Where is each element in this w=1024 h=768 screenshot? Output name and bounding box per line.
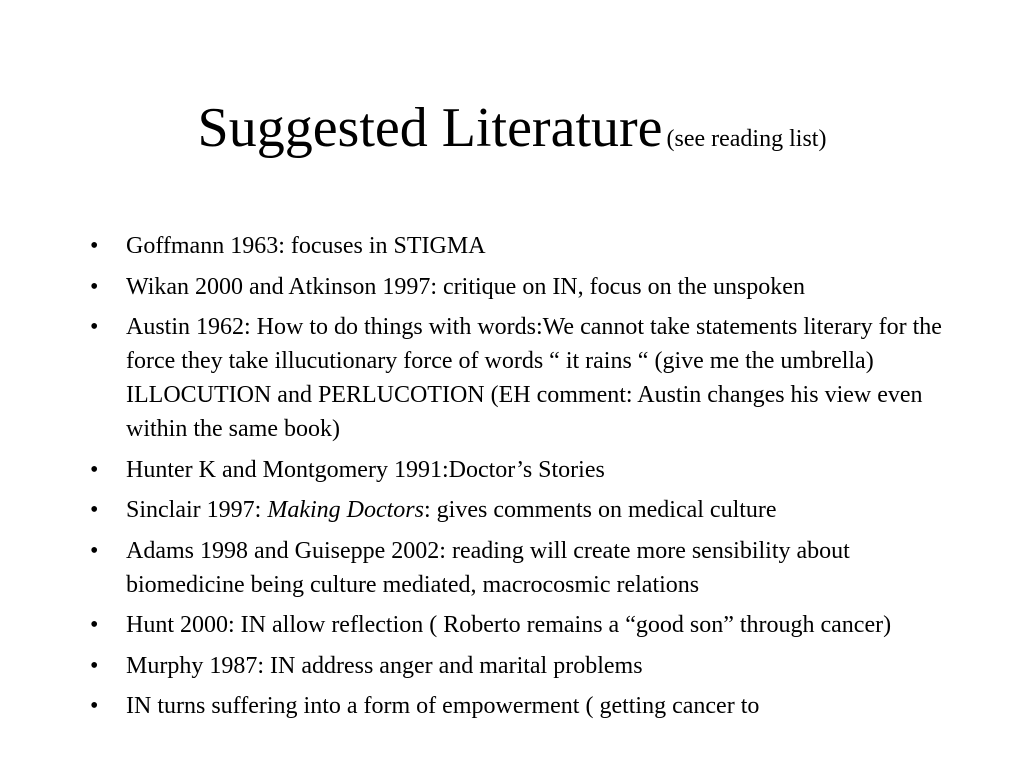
bullet-dot-icon: •: [90, 693, 99, 719]
citation-text: Sinclair 1997:: [126, 497, 268, 523]
bullet-item: [90, 493, 950, 527]
bullet-item: [90, 534, 950, 602]
bullet-text: Goffmann 1963: focuses in STIGMA: [126, 233, 486, 259]
bullet-item: [90, 649, 950, 683]
bullet-dot-icon: •: [90, 233, 99, 259]
bullet-dot-icon: •: [90, 497, 99, 523]
book-title: Making Doctors: [267, 497, 424, 523]
title-note: (see reading list): [666, 126, 827, 152]
bullet-dot-icon: •: [90, 652, 99, 679]
bullet-text: Wikan 2000 and Atkinson 1997: critique on IN, focus on the unspoken: [126, 273, 805, 300]
bullet-dot-icon: •: [90, 612, 99, 638]
citation-comment: : gives comments on medical culture: [423, 497, 777, 523]
bullet-text: Austin 1962: How to do things with words:We cannot take statements literary for the force they take illucutionary force of words “ it rains “ (give me the umbrella) ILLOCUTION and PERLUCOTION (EH comment: Austin changes his view even within the same book): [126, 314, 942, 442]
bullet-dot-icon: •: [90, 537, 99, 564]
bullet-item: [90, 310, 950, 446]
bullet-item: [90, 608, 950, 642]
bullet-text: Hunt 2000: IN allow reflection ( Roberto remains a “good son” through cancer): [126, 612, 892, 638]
bullet-dot-icon: •: [90, 456, 99, 483]
bullet-item: [90, 453, 950, 487]
bullet-text: [126, 497, 777, 523]
title-main: Suggested Literature: [197, 97, 663, 159]
bullet-item: [90, 229, 950, 263]
slide-title: [0, 97, 1024, 159]
bullet-item: [90, 270, 950, 304]
bullet-dot-icon: •: [90, 273, 99, 300]
bullet-item: [90, 689, 950, 723]
bullet-text: Murphy 1987: IN address anger and marital problems: [126, 652, 643, 679]
bullet-dot-icon: •: [90, 314, 99, 340]
bullet-list: [90, 229, 950, 730]
bullet-text: Hunter K and Montgomery 1991:Doctor’s Stories: [126, 456, 605, 483]
bullet-text: Adams 1998 and Guiseppe 2002: reading will create more sensibility about biomedicine being culture mediated, macrocosmic relations: [126, 537, 850, 598]
bullet-text: IN turns suffering into a form of empowerment ( getting cancer to: [126, 693, 760, 719]
